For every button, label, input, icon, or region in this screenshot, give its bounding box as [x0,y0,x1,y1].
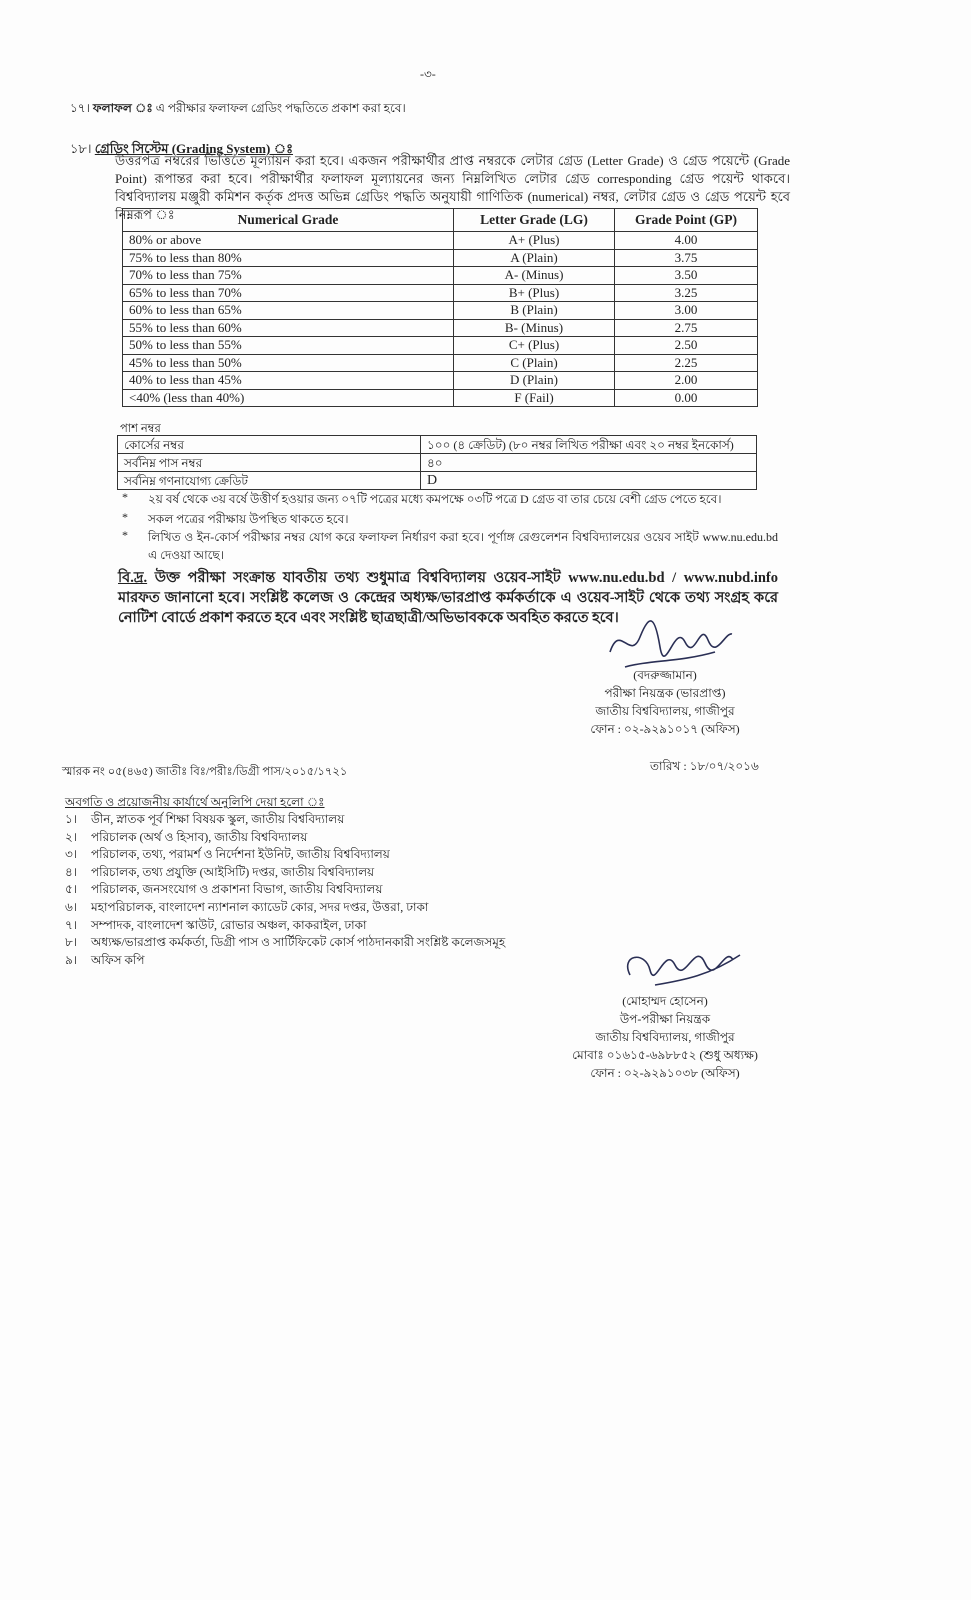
signatory-title: উপ-পরীক্ষা নিয়ন্ত্রক [619,1012,711,1026]
pass-marks-table [117,435,757,490]
item-number: ৮। [65,935,78,950]
grade-point-cell: 0.00 [615,389,758,407]
signatory-org: জাতীয় বিশ্ববিদ্যালয়, গাজীপুর [595,1030,735,1044]
signatory-mobile: মোবাঃ ০১৬১৫-৬৯৮৮৫২ (শুধু অধ্যক্ষ) [572,1048,758,1062]
item-number: ৫। [65,882,78,897]
table-row [123,389,758,407]
letter-grade-cell: C (Plain) [454,354,615,372]
signatory-phone: ফোন : ০২-৯২৯১০৩৮ (অফিস) [590,1066,740,1080]
pass-label-cell: কোর্সের নম্বর [118,436,421,454]
signatory-title: পরীক্ষা নিয়ন্ত্রক (ভারপ্রাপ্ত) [604,686,726,700]
item-text: মহাপরিচালক, বাংলাদেশ ন্যাশনাল ক্যাডেট কোর, সদর দপ্তর, উত্তরা, ঢাকা [91,900,429,914]
numerical-grade-cell: 65% to less than 70% [123,284,454,302]
grade-point-cell: 3.75 [615,249,758,267]
bullet-item: ২য় বর্ষ থেকে ৩য় বর্ষে উত্তীর্ণ হওয়ার জন্য ০৭টি পত্রের মধ্যে কমপক্ষে ০৩টি পত্রে D গ্রেড বা তার চেয়ে বেশী গ্রেড পেতে হবে। [148,492,722,506]
grade-point-cell: 2.00 [615,372,758,390]
section-number: ১৭। [70,101,90,115]
table-row [123,284,758,302]
signatory-name: (মোহাম্মদ হোসেন) [622,994,708,1008]
notice-text: উক্ত পরীক্ষা সংক্রান্ত যাবতীয় তথ্য শুধুমাত্র বিশ্ববিদ্যালয় ওয়েব-সাইট www.nu.edu.bd / www.nubd.info মারফত জানানো হবে। সংশ্লিষ্ট কলেজ ও কেন্দ্রের অধ্যক্ষ/ভারপ্রাপ্ত কর্মকর্তাকে এ ওয়েব-সাইট থেকে তথ্য সংগ্রহ করে নোটিশ বোর্ডে প্রকাশ করতে হবে এবং সংশ্লিষ্ট ছাত্রছাত্রী/অভিভাবককে অবহিত করতে হবে। [118,570,778,626]
item-number: ২। [65,829,78,844]
pass-value-cell: ৪০ [421,454,757,472]
letter-grade-cell: A (Plain) [454,249,615,267]
item-number: ৯। [65,952,78,967]
grade-point-cell: 2.75 [615,319,758,337]
item-text: সম্পাদক, বাংলাদেশ স্কাউট, রোভার অঞ্চল, কাকরাইল, ঢাকা [91,917,367,932]
item-number: ৩। [65,847,78,862]
numerical-grade-cell: 55% to less than 60% [123,319,454,337]
letter-grade-cell: F (Fail) [454,389,615,407]
grading-table [122,208,758,407]
memo-number: স্মারক নং ০৫(৪৬৫) জাতীঃ বিঃ/পরীঃ/ডিগ্রী পাস/২০১৫/১৭২১ [62,766,348,778]
signatory-phone: ফোন : ০২-৯২৯১০১৭ (অফিস) [590,722,740,736]
table-row [123,319,758,337]
pass-label-cell: সর্বনিম্ন পাস নম্বর [118,454,421,472]
signatory-name: (বদরুজ্জামান) [633,668,697,682]
table-row [118,454,757,472]
grade-point-cell: 2.50 [615,337,758,355]
notice-prefix: বি.দ্র. [118,570,148,586]
item-text: পরিচালক, জনসংযোগ ও প্রকাশনা বিভাগ, জাতীয় বিশ্ববিদ্যালয় [91,882,383,897]
copy-list-item [65,952,145,972]
table-row [123,232,758,250]
item-text: পরিচালক, তথ্য, পরামর্শ ও নির্দেশনা ইউনিট, জাতীয় বিশ্ববিদ্যালয় [91,847,390,862]
pass-value-cell: D [421,472,757,490]
item-text: অফিস কপি [91,952,145,967]
item-number: ৭। [65,917,78,932]
numerical-grade-cell: 60% to less than 65% [123,302,454,320]
section-17 [70,100,406,120]
item-text: অধ্যক্ষ/ভারপ্রাপ্ত কর্মকর্তা, ডিগ্রী পাস ও সার্টিফিকেট কোর্স পাঠদানকারী সংশ্লিষ্ট কলেজসমূহ [91,935,506,950]
grade-point-cell: 3.25 [615,284,758,302]
header-grade-point: Grade Point (GP) [615,209,758,232]
section-title: ফলাফল ঃ [92,101,153,115]
item-text: পরিচালক, তথ্য প্রযুক্তি (আইসিটি) দপ্তর, জাতীয় বিশ্ববিদ্যালয় [91,864,375,879]
numerical-grade-cell: 40% to less than 45% [123,372,454,390]
letter-grade-cell: C+ (Plus) [454,337,615,355]
table-row [123,337,758,355]
table-row [123,372,758,390]
section-text: এ পরীক্ষার ফলাফল গ্রেডিং পদ্ধতিতে প্রকাশ করা হবে। [155,101,406,115]
table-row [123,354,758,372]
table-row [123,302,758,320]
item-number: ৬। [65,900,78,914]
letter-grade-cell: A+ (Plus) [454,232,615,250]
section-title: গ্রেডিং সিস্টেম (Grading System) ঃ [94,141,294,156]
bullet-mark: * [122,490,128,504]
pass-label-cell: সর্বনিম্ন গণনাযোগ্য ক্রেডিট [118,472,421,490]
pass-value-cell: ১০০ (৪ ক্রেডিট) (৮০ নম্বর লিখিত পরীক্ষা এবং ২০ নম্বর ইনকোর্স) [421,436,757,454]
header-letter-grade: Letter Grade (LG) [454,209,615,232]
grading-paragraph: উত্তরপত্র নম্বরের ভিত্তিতে মূল্যায়ন করা হবে। একজন পরীক্ষার্থীর প্রাপ্ত নম্বরকে লেটার গ্রেড (Letter Grade) ও গ্রেড পয়েন্টে (Grade Point) রূপান্তর করা হবে। পরীক্ষার্থীর ফলাফল মূল্যায়নের জন্য নিম্নলিখিত লেটার গ্রেড corresponding গ্রেড পয়েন্ট থাকবে। বিশ্ববিদ্যালয় মঞ্জুরী কমিশন কর্তৃক প্রদত্ত অভিন্ন গ্রেডিং পদ্ধতি অনুযায়ী গাণিতিক (numerical) নম্বর, লেটার গ্রেড ও গ্রেড পয়েন্ট হবে নিম্নরূপ ঃ [115,153,790,222]
signatory-org: জাতীয় বিশ্ববিদ্যালয়, গাজীপুর [595,704,735,718]
bullet-item: সকল পত্রের পরীক্ষায় উপস্থিত থাকতে হবে। [148,512,349,526]
numerical-grade-cell: <40% (less than 40%) [123,389,454,407]
grade-point-cell: 4.00 [615,232,758,250]
memo-date: তারিখ : ১৮/০৭/২০১৬ [650,759,759,773]
numerical-grade-cell: 75% to less than 80% [123,249,454,267]
numerical-grade-cell: 45% to less than 50% [123,354,454,372]
item-number: ১। [65,812,78,826]
grade-point-cell: 3.50 [615,267,758,285]
item-text: ডীন, স্নাতক পূর্ব শিক্ষা বিষয়ক স্কুল, জাতীয় বিশ্ববিদ্যালয় [91,812,345,826]
letter-grade-cell: B+ (Plus) [454,284,615,302]
signatory-2 [565,992,765,1082]
numerical-grade-cell: 80% or above [123,232,454,250]
header-numerical-grade: Numerical Grade [123,209,454,232]
table-row [123,249,758,267]
numerical-grade-cell: 70% to less than 75% [123,267,454,285]
bullet-mark: * [122,528,128,542]
signatory-1 [570,666,760,738]
numerical-grade-cell: 50% to less than 55% [123,337,454,355]
letter-grade-cell: B (Plain) [454,302,615,320]
bullet-mark: * [122,510,128,524]
page-number: -৩- [420,67,436,81]
table-row [118,436,757,454]
copy-heading: অবগতি ও প্রয়োজনীয় কার্যার্থে অনুলিপি দেয়া হলো ঃ [65,795,325,809]
item-text: পরিচালক (অর্থ ও হিসাব), জাতীয় বিশ্ববিদ্যালয় [91,829,308,844]
table-header-row [123,209,758,232]
bullet-item: লিখিত ও ইন-কোর্স পরীক্ষার নম্বর যোগ করে ফলাফল নির্ধারণ করা হবে। পূর্ণাঙ্গ রেগুলেশন বিশ্ববিদ্যালয়ের ওয়েব সাইট www.nu.edu.bd এ দেওয়া আছে। [148,530,778,562]
grade-point-cell: 3.00 [615,302,758,320]
item-number: ৪। [65,864,78,879]
section-number: ১৮। [70,141,92,156]
grade-point-cell: 2.25 [615,354,758,372]
pass-marks-label: পাশ নম্বর [120,423,161,435]
table-row [118,472,757,490]
letter-grade-cell: A- (Minus) [454,267,615,285]
letter-grade-cell: D (Plain) [454,372,615,390]
table-row [123,267,758,285]
letter-grade-cell: B- (Minus) [454,319,615,337]
signature-2 [615,935,755,1000]
